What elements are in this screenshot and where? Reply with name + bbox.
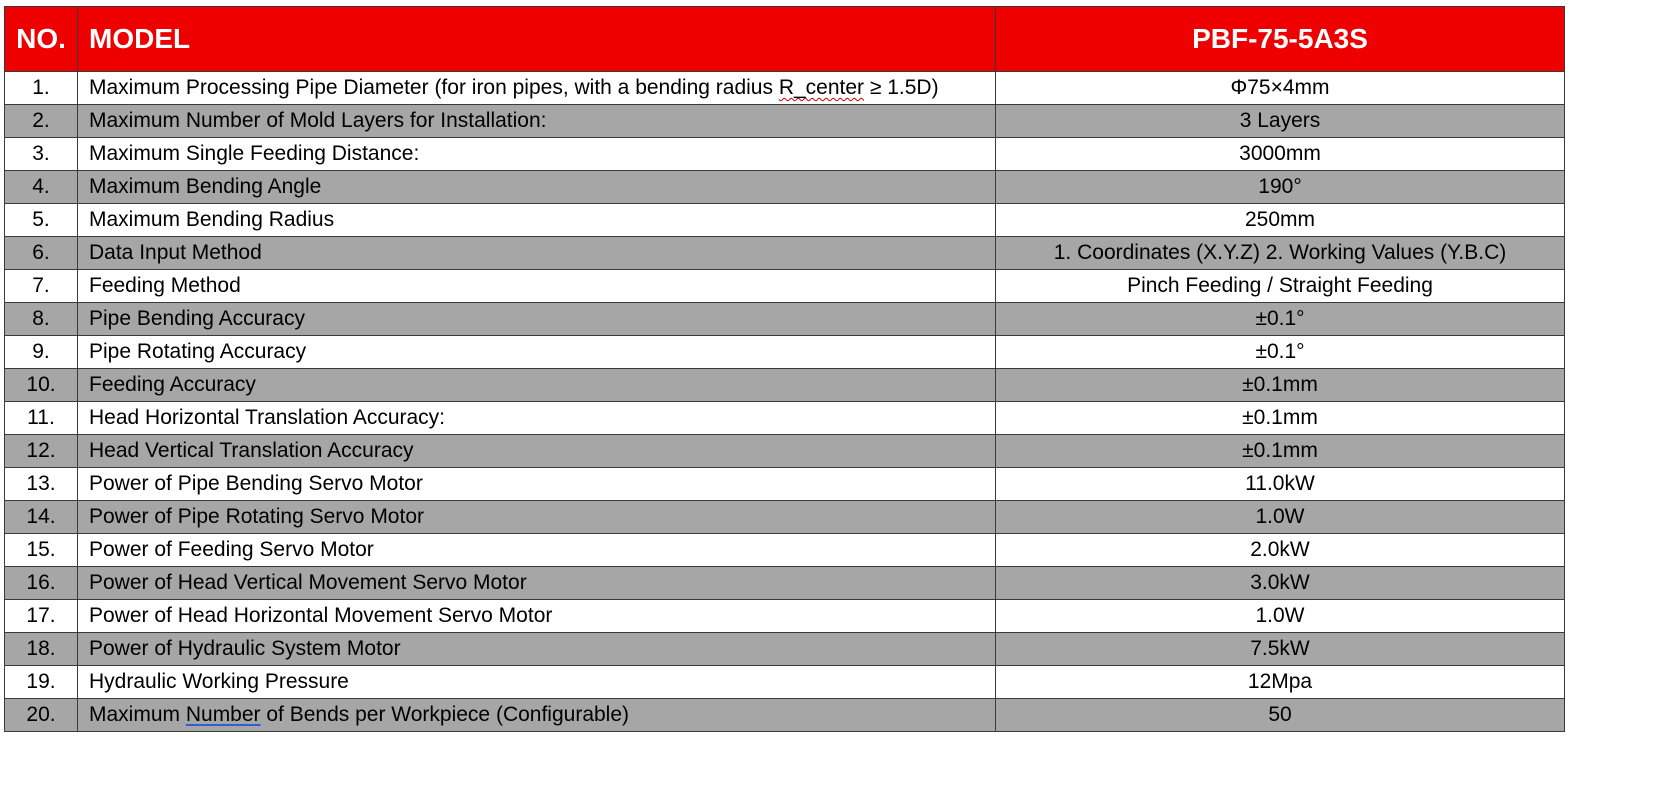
row-parameter: Feeding Method: [78, 270, 996, 303]
table-row: [5, 270, 1565, 303]
parameter-text: Maximum Processing Pipe Diameter (for iron pipes, with a bending radius: [89, 76, 779, 99]
table-row: [5, 369, 1565, 402]
table-row: [5, 204, 1565, 237]
row-value: 50: [996, 699, 1565, 732]
row-number: 19.: [5, 666, 78, 699]
table-row: [5, 600, 1565, 633]
row-number: 15.: [5, 534, 78, 567]
row-value: Pinch Feeding / Straight Feeding: [996, 270, 1565, 303]
table-row: [5, 567, 1565, 600]
row-parameter: Power of Pipe Rotating Servo Motor: [78, 501, 996, 534]
row-number: 6.: [5, 237, 78, 270]
row-parameter: Data Input Method: [78, 237, 996, 270]
row-parameter: Head Vertical Translation Accuracy: [78, 435, 996, 468]
table-row: [5, 72, 1565, 105]
row-parameter: Pipe Rotating Accuracy: [78, 336, 996, 369]
row-value: 2.0kW: [996, 534, 1565, 567]
row-value: ±0.1mm: [996, 435, 1565, 468]
table-row: [5, 435, 1565, 468]
header-model: MODEL: [78, 7, 996, 72]
row-value: 3 Layers: [996, 105, 1565, 138]
table-row: [5, 699, 1565, 732]
row-parameter: [78, 699, 996, 732]
grammar-flagged-word: Number: [185, 703, 261, 726]
table-row: [5, 105, 1565, 138]
row-number: 4.: [5, 171, 78, 204]
row-parameter: Power of Hydraulic System Motor: [78, 633, 996, 666]
row-number: 20.: [5, 699, 78, 732]
row-value: ±0.1°: [996, 303, 1565, 336]
header-model-value: PBF-75-5A3S: [996, 7, 1565, 72]
row-number: 5.: [5, 204, 78, 237]
row-value: Φ75×4mm: [996, 72, 1565, 105]
row-parameter: Power of Pipe Bending Servo Motor: [78, 468, 996, 501]
row-number: 18.: [5, 633, 78, 666]
header-row: [5, 7, 1565, 72]
table-row: [5, 402, 1565, 435]
row-parameter: Power of Head Horizontal Movement Servo Motor: [78, 600, 996, 633]
table-row: [5, 138, 1565, 171]
spellcheck-flagged-word: R_center: [778, 76, 865, 99]
row-number: 11.: [5, 402, 78, 435]
parameter-text: of Bends per Workpiece (Configurable): [260, 703, 630, 726]
table-row: [5, 534, 1565, 567]
row-value: 3000mm: [996, 138, 1565, 171]
row-parameter: Maximum Number of Mold Layers for Installation:: [78, 105, 996, 138]
row-number: 9.: [5, 336, 78, 369]
table-row: [5, 666, 1565, 699]
row-value: 1.0W: [996, 600, 1565, 633]
row-number: 12.: [5, 435, 78, 468]
spec-table: [4, 6, 1565, 732]
row-value: 1.0W: [996, 501, 1565, 534]
table-row: [5, 336, 1565, 369]
row-value: ±0.1mm: [996, 369, 1565, 402]
row-value: 190°: [996, 171, 1565, 204]
row-value: 11.0kW: [996, 468, 1565, 501]
row-parameter: Maximum Bending Angle: [78, 171, 996, 204]
row-number: 14.: [5, 501, 78, 534]
table-row: [5, 237, 1565, 270]
row-number: 1.: [5, 72, 78, 105]
row-number: 7.: [5, 270, 78, 303]
row-parameter: Maximum Single Feeding Distance:: [78, 138, 996, 171]
row-value: 12Mpa: [996, 666, 1565, 699]
row-parameter: Hydraulic Working Pressure: [78, 666, 996, 699]
row-parameter: Head Horizontal Translation Accuracy:: [78, 402, 996, 435]
row-parameter: Power of Head Vertical Movement Servo Motor: [78, 567, 996, 600]
table-row: [5, 171, 1565, 204]
table-row: [5, 501, 1565, 534]
row-value: 250mm: [996, 204, 1565, 237]
row-value: 7.5kW: [996, 633, 1565, 666]
row-value: 1. Coordinates (X.Y.Z) 2. Working Values (Y.B.C): [996, 237, 1565, 270]
row-number: 16.: [5, 567, 78, 600]
table-row: [5, 303, 1565, 336]
table-row: [5, 633, 1565, 666]
table-row: [5, 468, 1565, 501]
row-parameter: Power of Feeding Servo Motor: [78, 534, 996, 567]
row-number: 2.: [5, 105, 78, 138]
header-no: NO.: [5, 7, 78, 72]
row-value: 3.0kW: [996, 567, 1565, 600]
row-parameter: [78, 72, 996, 105]
row-value: ±0.1mm: [996, 402, 1565, 435]
row-number: 3.: [5, 138, 78, 171]
row-parameter: Maximum Bending Radius: [78, 204, 996, 237]
row-parameter: Pipe Bending Accuracy: [78, 303, 996, 336]
row-value: ±0.1°: [996, 336, 1565, 369]
row-parameter: Feeding Accuracy: [78, 369, 996, 402]
parameter-text: Maximum: [89, 703, 186, 726]
row-number: 10.: [5, 369, 78, 402]
row-number: 17.: [5, 600, 78, 633]
row-number: 8.: [5, 303, 78, 336]
row-number: 13.: [5, 468, 78, 501]
parameter-text: ≥ 1.5D): [864, 76, 939, 99]
